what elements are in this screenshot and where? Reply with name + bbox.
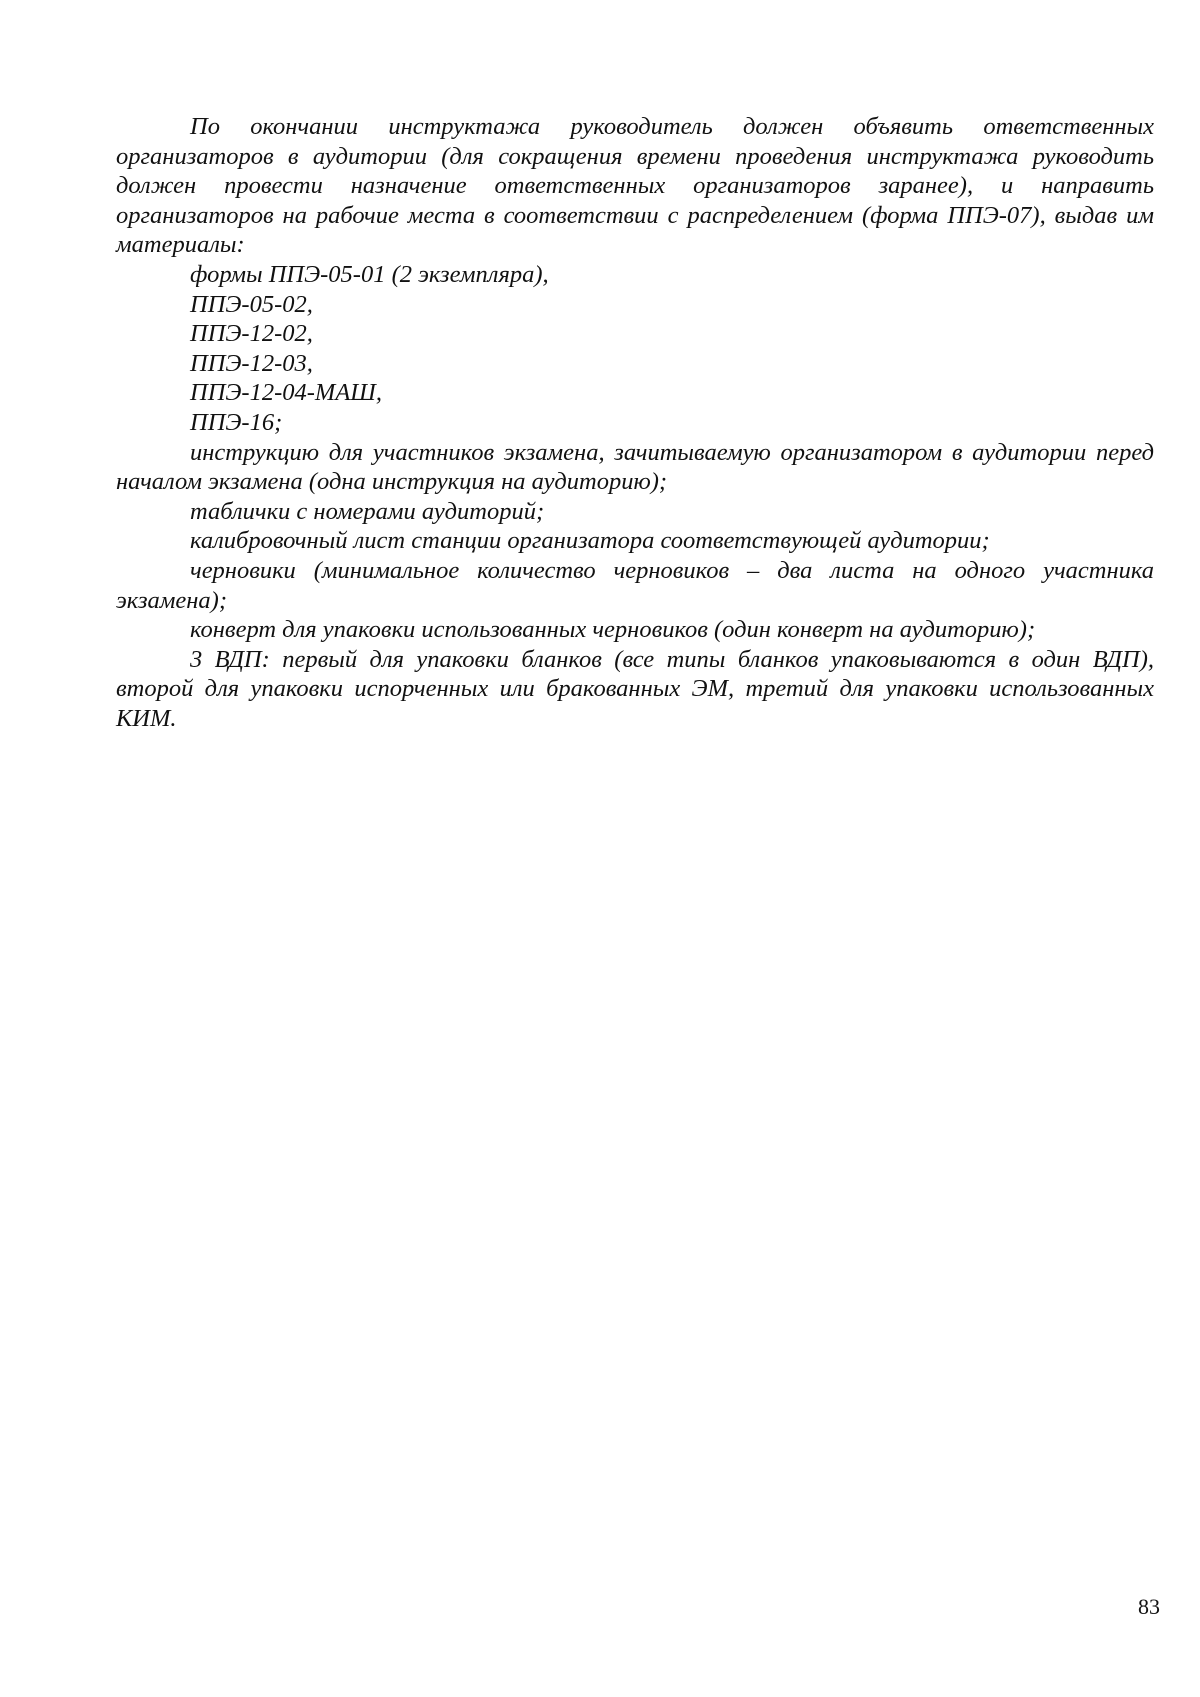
- list-item: таблички с номерами аудиторий;: [190, 497, 545, 525]
- list-item: черновики (минимальное количество черновиков – два листа на одного участника экзамена);: [116, 556, 1154, 614]
- list-item: инструкцию для участников экзамена, зачитываемую организатором в аудитории перед началом экзамена (одна инструкция на аудиторию);: [116, 438, 1154, 496]
- list-item: ППЭ-16;: [190, 408, 283, 436]
- document-body: [116, 112, 1154, 733]
- list-item: 3 ВДП: первый для упаковки бланков (все типы бланков упаковываются в один ВДП), второй для упаковки испорченных или бракованных ЭМ, третий для упаковки использованных КИМ.: [116, 645, 1154, 732]
- list-item: ППЭ-12-02,: [190, 320, 313, 348]
- list-item: калибровочный лист станции организатора соответствующей аудитории;: [190, 527, 990, 555]
- page-number: 83: [1138, 1594, 1160, 1619]
- list-item: формы ППЭ-05-01 (2 экземпляра),: [190, 260, 549, 288]
- paragraph-intro: По окончании инструктажа руководитель должен объявить ответственных организаторов в аудитории (для сокращения времени проведения инструктажа руководить должен провести назначение ответственных организаторов заранее), и направить организаторов на рабочие места в соответствии с распределением (форма ППЭ-07), выдав им материалы:: [116, 113, 1154, 259]
- list-item: конверт для упаковки использованных черновиков (один конверт на аудиторию);: [190, 616, 1036, 644]
- list-item: ППЭ-12-04-МАШ,: [190, 379, 382, 407]
- list-item: ППЭ-05-02,: [190, 290, 313, 318]
- list-item: ППЭ-12-03,: [190, 349, 313, 377]
